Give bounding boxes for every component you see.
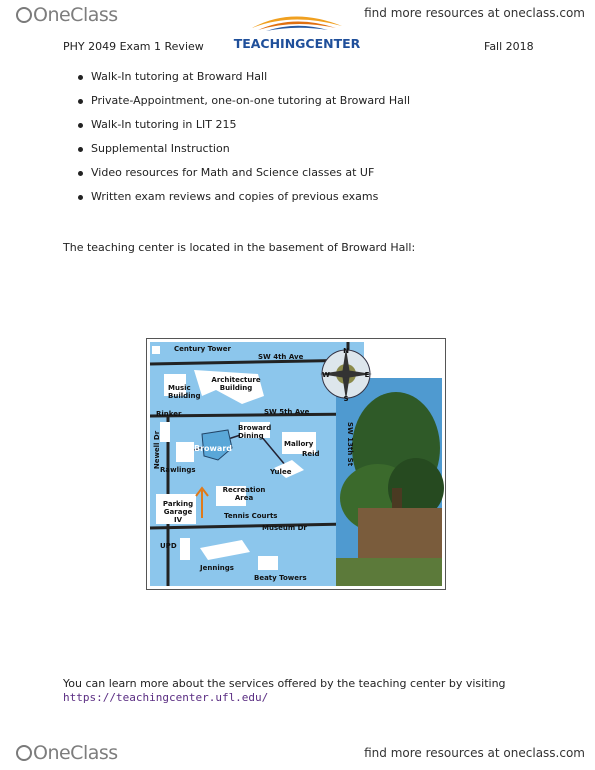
- map-label-broward-dining: Broward Dining: [238, 424, 272, 440]
- map-label-sw-13th-st: SW 13th St: [346, 421, 355, 467]
- map-label-architecture: Architecture Building: [211, 376, 261, 392]
- oneclass-logo-bottom[interactable]: [16, 742, 118, 764]
- map-label-upd: UPD: [160, 542, 177, 550]
- oneclass-circle-icon: [16, 745, 32, 761]
- map-label-sw-4th-ave: SW 4th Ave: [258, 353, 304, 361]
- map-label-rawlings: Rawlings: [160, 466, 196, 474]
- map-label-reid: Reid: [302, 450, 320, 458]
- services-list: [78, 68, 410, 212]
- list-item: Private-Appointment, one-on-one tutoring at Broward Hall: [78, 92, 410, 116]
- map-label-jennings: Jennings: [200, 564, 234, 572]
- compass-n-label: N: [343, 347, 349, 355]
- map-label-sw-5th-ave: SW 5th Ave: [264, 408, 310, 416]
- compass-w-label: W: [322, 371, 330, 379]
- list-item: Written exam reviews and copies of previous exams: [78, 188, 410, 212]
- list-item: Walk-In tutoring in LIT 215: [78, 116, 410, 140]
- learn-more-text: You can learn more about the services offered by the teaching center by visiting: [63, 677, 506, 690]
- map-label-museum-dr: Museum Dr: [262, 524, 307, 532]
- map-label-parking: Parking Garage IV: [162, 500, 194, 524]
- map-label-beaty: Beaty Towers: [254, 574, 307, 582]
- teaching-center-url[interactable]: https://teachingcenter.ufl.edu/: [63, 691, 269, 704]
- oneclass-wordmark: OneClass: [33, 742, 118, 764]
- map-label-music: Music Building: [168, 384, 201, 400]
- list-item: Supplemental Instruction: [78, 140, 410, 164]
- map-label-newell-dr: Newell Dr: [153, 430, 162, 470]
- map-label-recreation: Recreation Area: [222, 486, 266, 502]
- term-label: Fall 2018: [484, 40, 534, 53]
- location-text: The teaching center is located in the basement of Broward Hall:: [63, 241, 416, 254]
- promo-link-top[interactable]: find more resources at oneclass.com: [364, 6, 585, 20]
- list-item: Video resources for Math and Science classes at UF: [78, 164, 410, 188]
- oneclass-wordmark: OneClass: [33, 4, 118, 26]
- map-label-yulee: Yulee: [270, 468, 292, 476]
- map-label-broward: Broward: [194, 444, 232, 453]
- compass-e-label: E: [364, 371, 370, 379]
- promo-link-bottom[interactable]: find more resources at oneclass.com: [364, 746, 585, 760]
- campus-map: [146, 338, 446, 590]
- compass-s-label: S: [343, 395, 349, 403]
- oneclass-logo-top[interactable]: [16, 4, 118, 26]
- teaching-center-logo-text: TEACHINGCENTER: [233, 36, 361, 51]
- map-graphic: [146, 338, 446, 590]
- teaching-center-logo: [232, 8, 362, 54]
- course-title: PHY 2049 Exam 1 Review: [63, 40, 204, 53]
- map-label-tennis: Tennis Courts: [224, 512, 278, 520]
- map-label-mallory: Mallory: [284, 440, 314, 448]
- oneclass-circle-icon: [16, 7, 32, 23]
- map-label-century-tower: Century Tower: [174, 345, 231, 353]
- list-item: Walk-In tutoring at Broward Hall: [78, 68, 410, 92]
- map-label-rinker: Rinker: [156, 410, 182, 418]
